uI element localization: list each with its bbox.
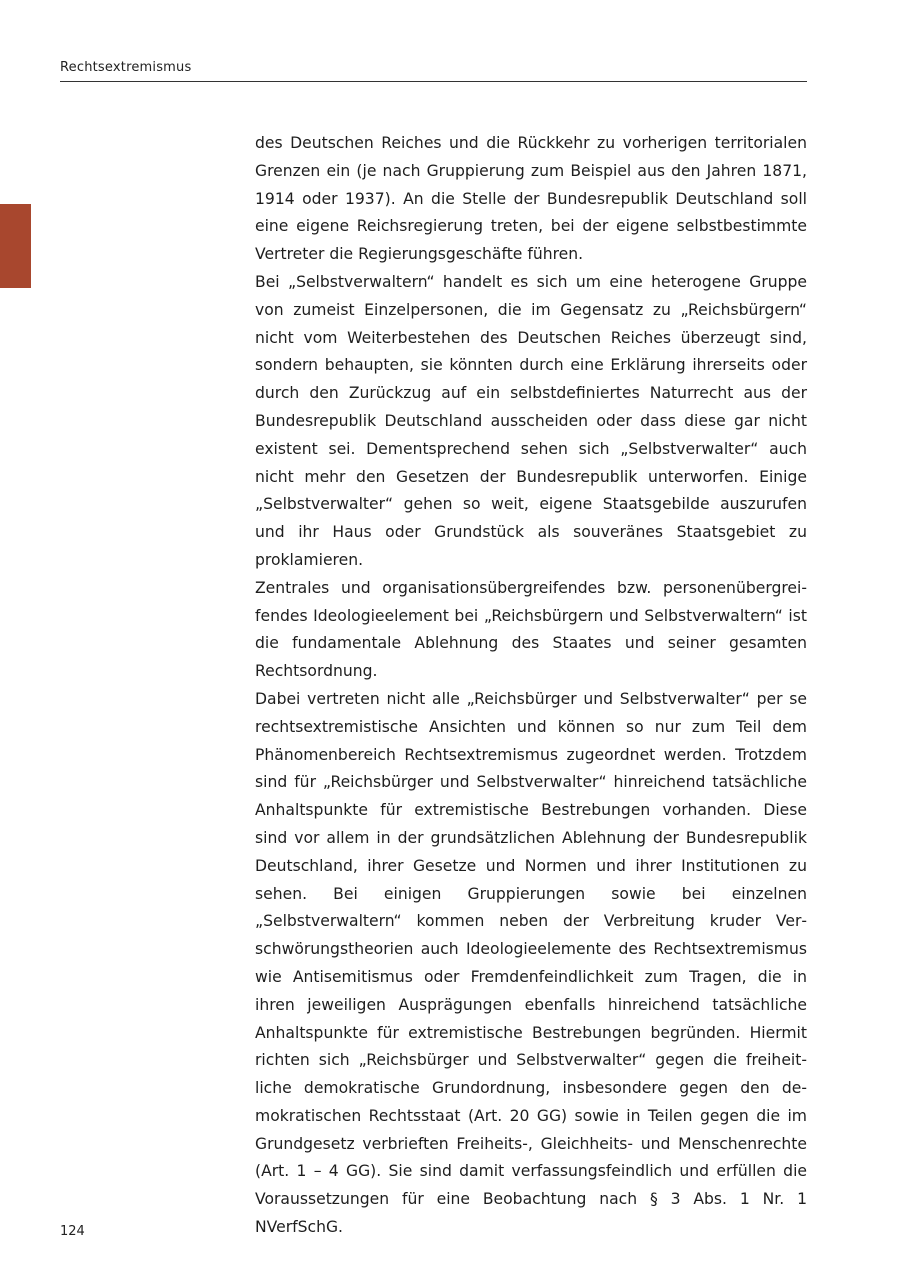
chapter-side-tab	[0, 204, 31, 288]
paragraph: Dabei vertreten nicht alle „Reichsbürger und Selbstverwalter“ per se rechtsextremistische Ansichten und können so nur zum Teil dem Phänomenbereich Rechtsextremismus zugeordnet werden. Trotzdem sind für „Reichsbürger und Selbstverwalter“ hinreichend tatsächliche Anhaltspunkte für extremistische Bestrebungen vorhanden. Diese sind vor allem in der grundsätzlichen Ablehnung der Bundesrepublik Deutschland, ihrer Gesetze und Normen und ihrer Institutionen zu sehen. Bei einigen Gruppierungen sowie bei einzelnen „Selbstverwaltern“ kommen neben der Verbreitung kruder Verschwörungstheorien auch Ideologieelemente des Rechtsextremismus wie Antisemitismus oder Fremdenfeindlichkeit zum Tragen, die in ihren jeweiligen Ausprägungen ebenfalls hinreichend tatsächliche Anhaltspunkte für extremistische Bestrebungen begründen. Hiermit richten sich „Reichsbürger und Selbstverwalter“ gegen die freiheitliche demokratische Grundordnung, insbesondere gegen den demokratischen Rechtsstaat (Art. 20 GG) sowie in Teilen gegen die im Grundgesetz verbrieften Freiheits-, Gleichheits- und Menschenrechte (Art. 1 – 4 GG). Sie sind damit verfassungsfeindlich und erfüllen die Voraussetzungen für eine Beobachtung nach § 3 Abs. 1 Nr. 1 NVerfSchG.	[255, 689, 807, 1237]
paragraph: des Deutschen Reiches und die Rückkehr zu vorherigen territorialen Grenzen ein (je nach Gruppierung zum Beispiel aus den Jahren 1871, 1914 oder 1937). An die Stelle der Bundesrepublik Deutschland soll eine eigene Reichsregierung treten, bei der eigene selbstbestimmte Vertreter die Regierungsgeschäfte führen.	[255, 134, 807, 264]
running-header-title: Rechtsextremismus	[60, 60, 192, 75]
paragraph: Bei „Selbstverwaltern“ handelt es sich um eine heterogene Gruppe von zumeist Einzelpersonen, die im Gegensatz zu „Reichsbürgern“ nicht vom Weiterbestehen des Deutschen Reiches überzeugt sind, sondern behaupten, sie könnten durch eine Erklärung ihrerseits oder durch den Zurückzug auf ein selbstdefiniertes Naturrecht aus der Bundesrepublik Deutschland ausscheiden oder dass diese gar nicht existent sei. Dementsprechend sehen sich „Selbstverwalter“ auch nicht mehr den Gesetzen der Bundesrepublik unterworfen. Einige „Selbstverwalter“ gehen so weit, eigene Staatsgebilde auszurufen und ihr Haus oder Grundstück als souveränes Staatsgebiet zu proklamieren.	[255, 272, 807, 569]
paragraph: Zentrales und organisationsübergreifendes bzw. personenübergreifendes Ideologieelement bei „Reichsbürgern und Selbstverwaltern“ ist die fundamentale Ablehnung des Staates und seiner gesamten Rechtsordnung.	[255, 578, 807, 681]
page-number: 124	[60, 1224, 85, 1239]
body-text	[255, 130, 807, 1242]
header-rule	[60, 81, 807, 82]
